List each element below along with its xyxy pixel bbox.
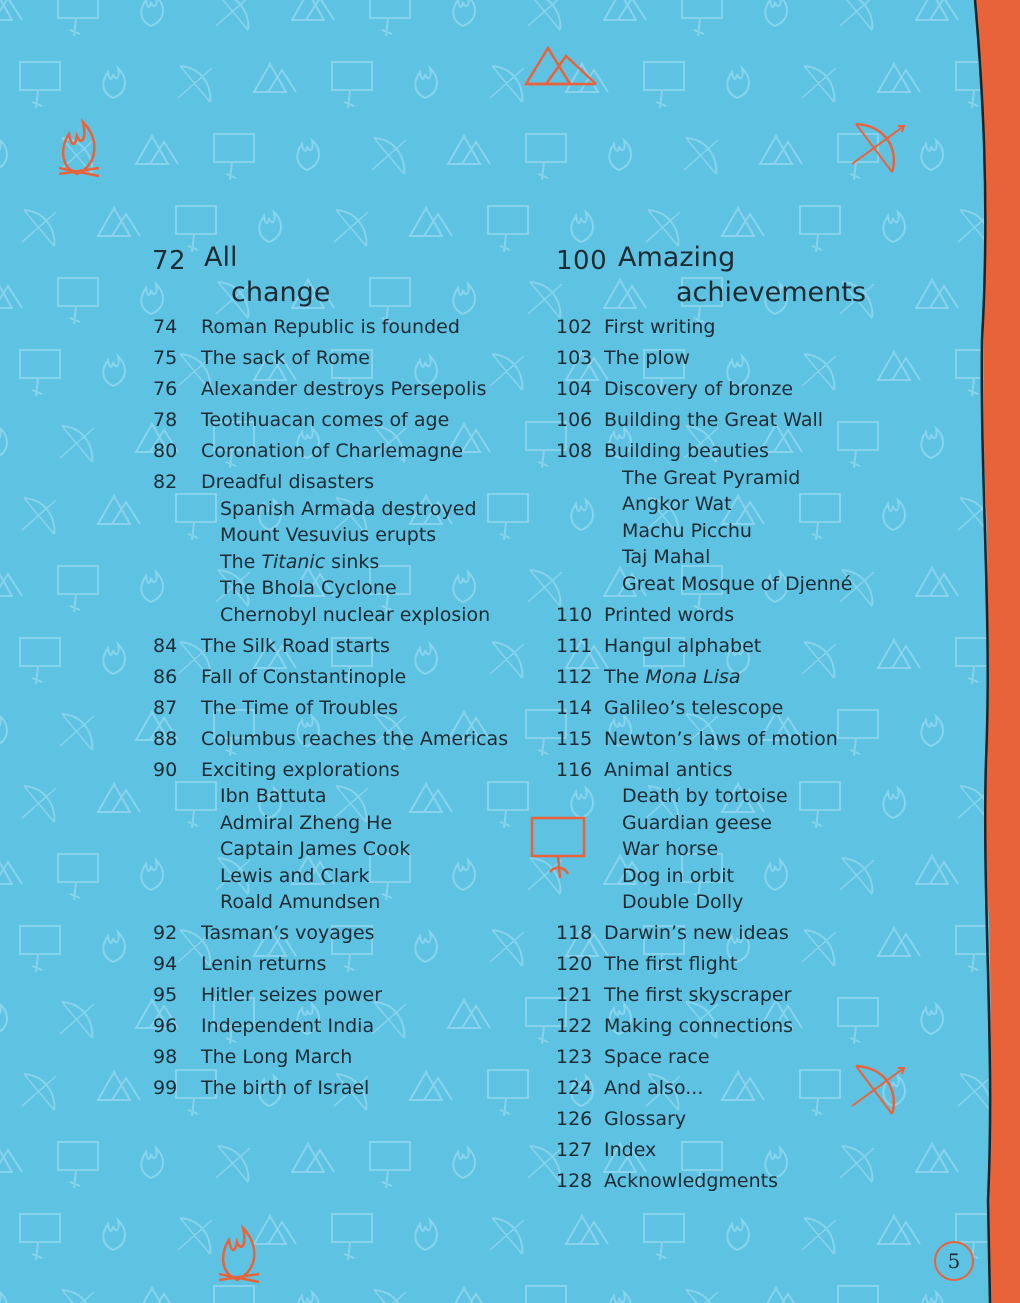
toc-entry[interactable]: Coronation of Charlemagne <box>201 440 464 462</box>
toc-page-number: 78 <box>153 409 178 431</box>
toc-entry[interactable]: Lenin returns <box>201 953 327 975</box>
toc-entry[interactable]: Acknowledgments <box>604 1170 778 1192</box>
section-page-number: 100 <box>556 246 608 276</box>
toc-subentry[interactable]: Captain James Cook <box>220 838 411 860</box>
toc-entry[interactable]: Space race <box>604 1046 710 1068</box>
toc-subentry[interactable]: War horse <box>622 838 719 860</box>
section-page-number: 72 <box>152 246 187 276</box>
toc-entry[interactable]: The Long March <box>201 1046 353 1068</box>
toc-entry-text: The <box>604 665 646 688</box>
toc-subentry[interactable] <box>220 551 379 573</box>
toc-subentry[interactable]: The Great Pyramid <box>622 466 801 489</box>
toc-page-number: 121 <box>556 984 593 1006</box>
toc-page-number: 122 <box>556 1015 593 1037</box>
toc-page-number: 110 <box>556 603 593 626</box>
toc-entry[interactable]: The first skyscraper <box>604 984 792 1006</box>
toc-entry[interactable]: Glossary <box>604 1108 687 1130</box>
toc-entry[interactable] <box>604 666 741 688</box>
toc-subentry[interactable]: Spanish Armada destroyed <box>220 497 477 520</box>
toc-page-number: 86 <box>153 665 178 688</box>
toc-subentry[interactable]: Dog in orbit <box>622 864 734 887</box>
toc-page-number: 127 <box>556 1139 593 1161</box>
toc-subentry[interactable]: Roald Amundsen <box>220 891 381 913</box>
toc-page-number: 112 <box>556 665 593 688</box>
toc-entry[interactable]: Making connections <box>604 1015 794 1037</box>
toc-page-number: 92 <box>153 922 178 944</box>
toc-page-number: 80 <box>153 440 178 462</box>
toc-entry[interactable]: Discovery of bronze <box>604 378 794 400</box>
toc-subentry[interactable]: Guardian geese <box>622 811 772 834</box>
toc-entry[interactable]: The birth of Israel <box>201 1077 370 1099</box>
toc-page-number: 102 <box>556 316 593 338</box>
toc-subentry[interactable]: Double Dolly <box>622 891 744 913</box>
toc-page-number: 90 <box>153 758 178 781</box>
toc-entry[interactable]: The Silk Road starts <box>201 634 390 657</box>
toc-page-number: 99 <box>153 1077 178 1099</box>
toc-entry[interactable]: Hitler seizes power <box>201 984 383 1006</box>
toc-subentry[interactable]: Admiral Zheng He <box>220 811 393 834</box>
toc-entry[interactable]: Teotihuacan comes of age <box>201 409 450 431</box>
toc-page-number: 104 <box>556 378 593 400</box>
toc-page-number: 95 <box>153 984 178 1006</box>
toc-page-number: 124 <box>556 1077 593 1099</box>
toc-entry[interactable]: Fall of Constantinople <box>201 665 407 688</box>
toc-page-number: 76 <box>153 378 178 400</box>
toc-page-number: 106 <box>556 409 593 431</box>
toc-subentry[interactable]: Lewis and Clark <box>220 864 370 887</box>
toc-entry[interactable]: Index <box>604 1139 657 1161</box>
toc-subentry[interactable]: Mount Vesuvius erupts <box>220 524 437 546</box>
toc-page-number: 103 <box>556 347 593 369</box>
toc-entry[interactable]: Hangul alphabet <box>604 634 762 657</box>
toc-page-number: 84 <box>153 634 178 657</box>
toc-page-number: 115 <box>556 727 593 750</box>
toc-entry[interactable]: The first flight <box>604 953 738 975</box>
toc-subentry[interactable]: Great Mosque of Djenné <box>622 572 853 595</box>
toc-entry[interactable]: Independent India <box>201 1015 375 1037</box>
toc-entry[interactable]: The sack of Rome <box>201 347 370 369</box>
toc-page-number: 87 <box>153 696 178 719</box>
toc-entry[interactable]: Galileo’s telescope <box>604 696 784 719</box>
toc-entry[interactable]: Columbus reaches the Americas <box>201 727 509 750</box>
toc-entry-italic-text: Titanic <box>261 550 326 573</box>
section-title: All <box>204 242 238 273</box>
toc-entry[interactable]: Darwin’s new ideas <box>604 922 789 944</box>
toc-subentry[interactable]: Death by tortoise <box>622 785 788 807</box>
toc-entry[interactable]: Building beauties <box>604 440 769 462</box>
toc-page-number: 98 <box>153 1046 178 1068</box>
toc-subentry[interactable]: The Bhola Cyclone <box>220 577 397 599</box>
toc-entry[interactable]: The Time of Troubles <box>201 696 399 719</box>
toc-page-number: 123 <box>556 1046 593 1068</box>
toc-page-number: 116 <box>556 758 593 781</box>
page-number: 5 <box>934 1241 974 1281</box>
section-title: Amazing <box>618 242 736 273</box>
toc-entry[interactable]: Building the Great Wall <box>604 409 824 431</box>
toc-entry[interactable]: Tasman’s voyages <box>201 922 375 944</box>
toc-page-number: 128 <box>556 1170 593 1192</box>
toc-page-number: 94 <box>153 953 178 975</box>
toc-entry-text: sinks <box>325 550 380 573</box>
toc-page-number: 74 <box>153 316 178 338</box>
campfire-icon <box>219 1228 259 1282</box>
toc-subentry[interactable]: Machu Picchu <box>622 519 752 542</box>
bow-and-arrow-icon <box>852 1066 904 1114</box>
toc-page-number: 88 <box>153 727 178 750</box>
toc-entry[interactable]: Animal antics <box>604 758 733 781</box>
toc-subentry[interactable]: Chernobyl nuclear explosion <box>220 603 491 626</box>
toc-page-number: 111 <box>556 634 593 657</box>
toc-subentry[interactable]: Taj Mahal <box>622 546 711 568</box>
toc-page-number: 114 <box>556 696 593 719</box>
toc-page-number: 118 <box>556 922 593 944</box>
toc-entry[interactable]: Dreadful disasters <box>201 471 375 493</box>
campfire-icon <box>59 122 99 176</box>
toc-entry[interactable]: And also... <box>604 1077 704 1099</box>
toc-entry[interactable]: Newton’s laws of motion <box>604 727 838 750</box>
toc-entry[interactable]: Exciting explorations <box>201 758 400 781</box>
toc-entry[interactable]: Alexander destroys Persepolis <box>201 378 487 400</box>
toc-page-number: 120 <box>556 953 593 975</box>
toc-entry-italic-text: Mona Lisa <box>645 665 741 688</box>
toc-page-number: 126 <box>556 1108 593 1130</box>
toc-entry[interactable]: Printed words <box>604 603 735 626</box>
toc-page-number: 82 <box>153 471 178 493</box>
toc-subentry[interactable]: Angkor Wat <box>622 493 732 515</box>
toc-entry[interactable]: First writing <box>604 316 716 338</box>
toc-page-number: 108 <box>556 440 593 462</box>
toc-page-number: 96 <box>153 1015 178 1037</box>
toc-subentry[interactable]: Ibn Battuta <box>220 785 327 807</box>
pyramid-icon <box>526 48 596 84</box>
toc-page-number: 75 <box>153 347 178 369</box>
toc-entry-text: The <box>220 550 262 573</box>
section-title: change <box>231 277 331 308</box>
section-title: achievements <box>676 277 866 308</box>
toc-entry[interactable]: The plow <box>604 347 690 369</box>
toc-entry[interactable]: Roman Republic is founded <box>201 316 460 338</box>
